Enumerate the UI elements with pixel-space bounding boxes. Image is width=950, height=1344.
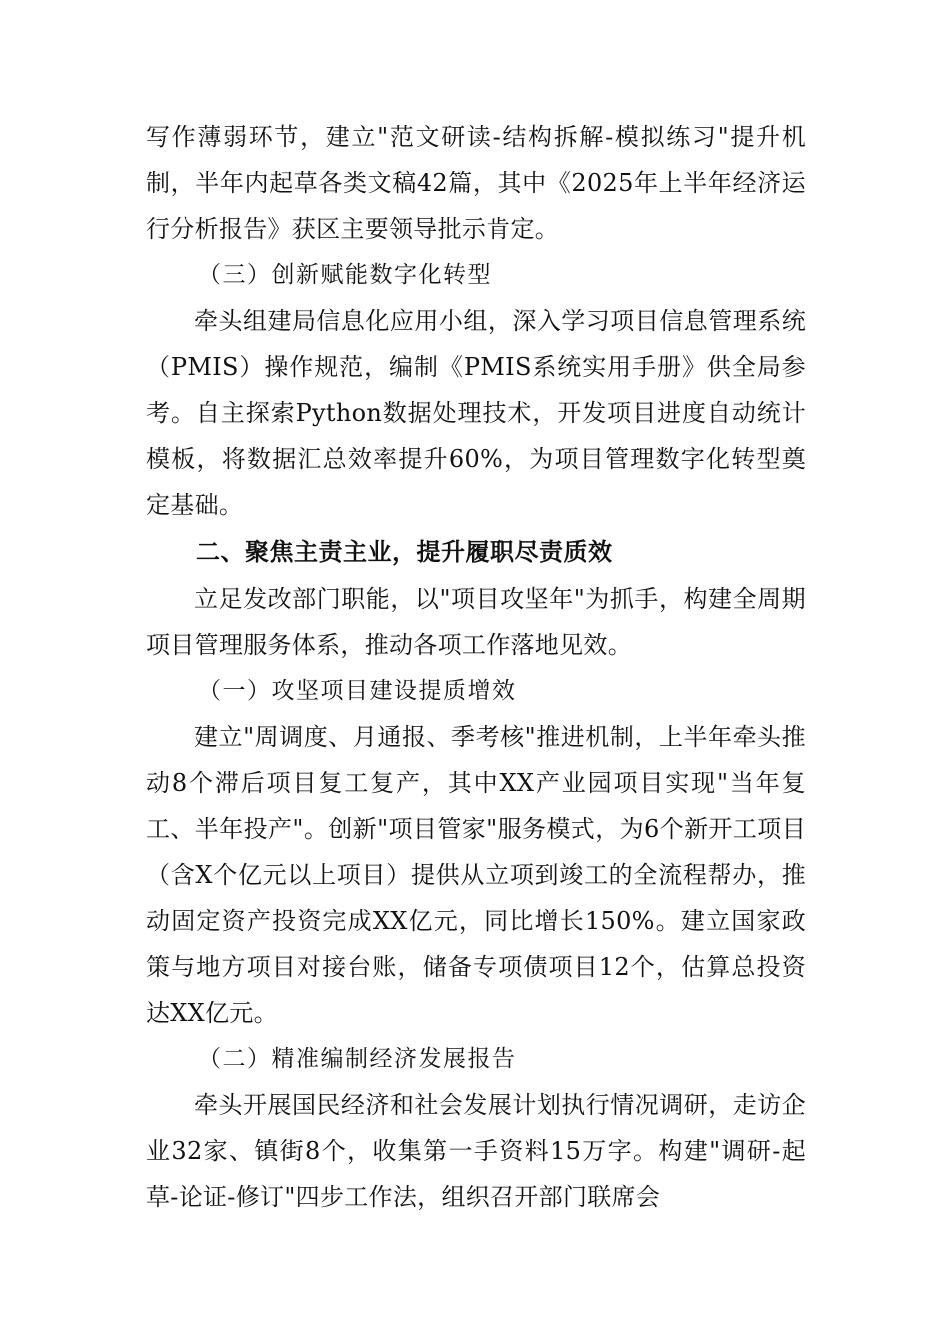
document-page: [146, 114, 806, 1220]
paragraph-continued: 写作薄弱环节，建立"范文研读-结构拆解-模拟练习"提升机制，半年内起草各类文稿42篇，其中《2025年上半年经济运行分析报告》获区主要领导批示肯定。: [146, 123, 806, 243]
paragraph-digital-transformation: 牵头组建局信息化应用小组，深入学习项目信息管理系统（PMIS）操作规范，编制《PMIS系统实用手册》供全局参考。自主探索Python数据处理技术，开发项目进度自动统计模板，将数据汇总效率提升60%，为项目管理数字化转型奠定基础。: [146, 307, 806, 519]
subheading-economic-report: （二）精准编制经济发展报告: [198, 1046, 517, 1072]
section-heading-two: 二、聚焦主责主业，提升履职尽责质效: [196, 538, 613, 566]
subheading-digital-transformation: （三）创新赋能数字化转型: [198, 262, 492, 288]
paragraph-section-intro: 立足发改部门职能，以"项目攻坚年"为抓手，构建全周期项目管理服务体系，推动各项工作落地见效。: [146, 585, 806, 659]
paragraph-project-construction: 建立"周调度、月通报、季考核"推进机制，上半年牵头推动8个滞后项目复工复产，其中XX产业园项目实现"当年复工、半年投产"。创新"项目管家"服务模式，为6个新开工项目（含X个亿元以上项目）提供从立项到竣工的全流程帮办，推动固定资产投资完成XX亿元，同比增长150%。建立国家政策与地方项目对接台账，储备专项债项目12个，估算总投资达XX亿元。: [146, 723, 806, 1027]
subheading-project-construction: （一）攻坚项目建设提质增效: [198, 678, 517, 704]
paragraph-economic-report: 牵头开展国民经济和社会发展计划执行情况调研，走访企业32家、镇街8个，收集第一手资料15万字。构建"调研-起草-论证-修订"四步工作法，组织召开部门联席会: [146, 1091, 806, 1211]
